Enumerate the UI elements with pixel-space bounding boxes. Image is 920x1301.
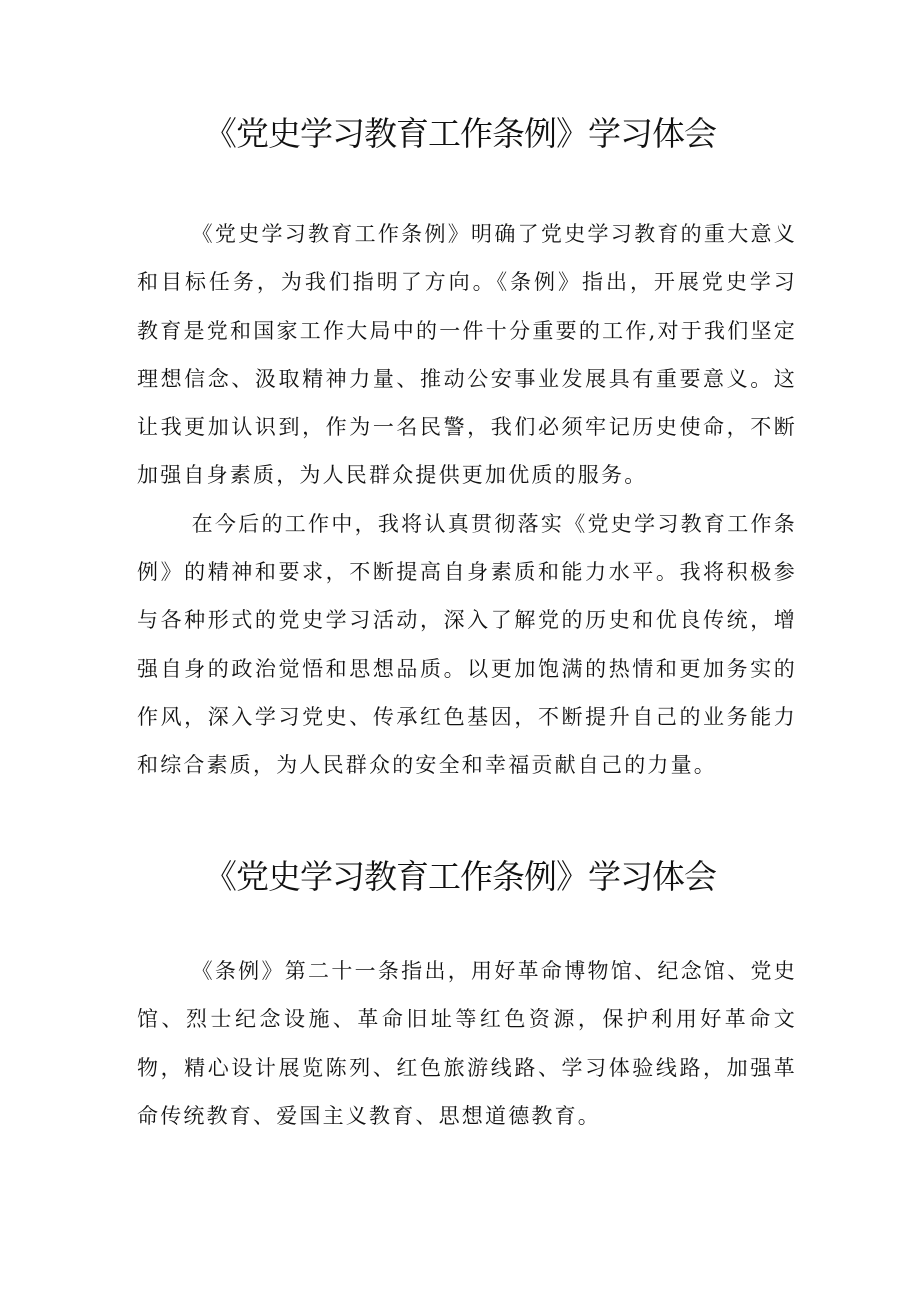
paragraph-2: 在今后的工作中，我将认真贯彻落实《党史学习教育工作条例》的精神和要求，不断提高自身素质和能力水平。我将积极参与各种形式的党史学习活动，深入了解党的历史和优良传统，增强自身的政治觉悟和思想品质。以更加饱满的热情和更加务实的作风，深入学习党史、传承红色基因，不断提升自己的业务能力和综合素质，为人民群众的安全和幸福贡献自己的力量。 bbox=[137, 511, 797, 778]
article-title-2: 《党史学习教育工作条例》学习体会 bbox=[204, 857, 716, 896]
paragraph-1: 《党史学习教育工作条例》明确了党史学习教育的重大意义和目标任务，为我们指明了方向。《条例》指出，开展党史学习教育是党和国家工作大局中的一件十分重要的工作,对于我们坚定理想信念、汲取精神力量、推动公安事业发展具有重要意义。这让我更加认识到，作为一名民警，我们必须牢记历史使命，不断加强自身素质，为人民群众提供更加优质的服务。 bbox=[137, 222, 797, 488]
article-body-2 bbox=[137, 947, 797, 1140]
article-body-1 bbox=[137, 210, 797, 790]
paragraph-3: 《条例》第二十一条指出，用好革命博物馆、纪念馆、党史馆、烈士纪念设施、革命旧址等红色资源，保护利用好革命文物，精心设计展览陈列、红色旅游线路、学习体验线路，加强革命传统教育、爱国主义教育、思想道德教育。 bbox=[137, 959, 797, 1128]
article-title-1: 《党史学习教育工作条例》学习体会 bbox=[204, 114, 716, 153]
